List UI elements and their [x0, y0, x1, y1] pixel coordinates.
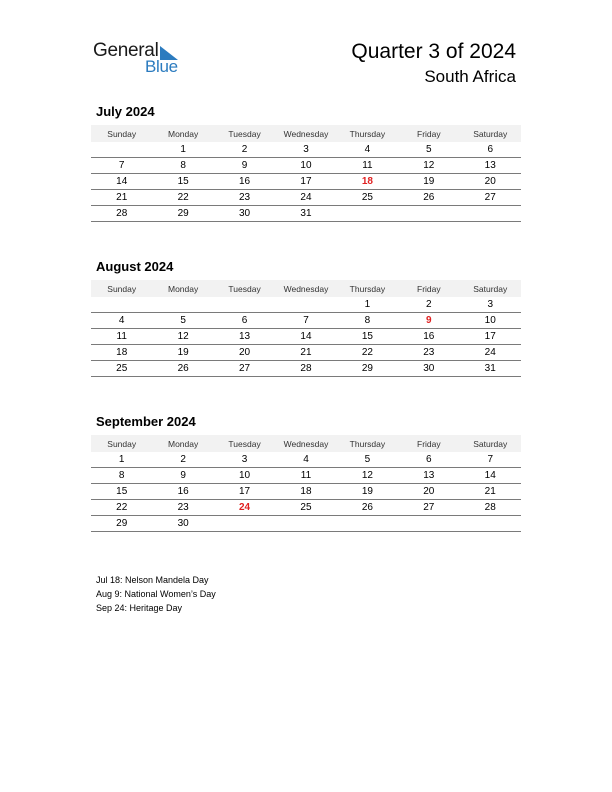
- day-cell: 19: [361, 486, 373, 497]
- month-title: August 2024: [96, 259, 174, 274]
- week-row: [91, 313, 521, 329]
- weekday-label: Saturday: [473, 283, 508, 294]
- weekday-label: Wednesday: [283, 438, 329, 449]
- day-cell: 3: [303, 144, 309, 155]
- day-cell: 8: [364, 315, 371, 326]
- week-row: [91, 174, 521, 190]
- week-row: [91, 345, 521, 361]
- weekday-label: Friday: [417, 438, 441, 449]
- day-cell: 10: [484, 315, 496, 326]
- day-cell: 28: [484, 502, 496, 513]
- day-cell: 6: [241, 315, 248, 326]
- day-cell: 7: [303, 315, 309, 326]
- day-cell: 22: [177, 192, 189, 203]
- day-cell: 23: [177, 502, 189, 513]
- weekday-label: Saturday: [473, 438, 508, 449]
- day-cell: 13: [238, 331, 251, 342]
- day-cell: 30: [423, 363, 435, 374]
- holiday-note: Sep 24: Heritage Day: [96, 603, 183, 613]
- day-cell: 30: [177, 518, 189, 529]
- day-cell: 21: [116, 192, 128, 203]
- weekday-label: Monday: [168, 128, 199, 139]
- weekday-label: Thursday: [349, 438, 386, 449]
- weekday-header-row: [91, 435, 521, 452]
- day-cell: 5: [180, 315, 186, 326]
- week-row: [91, 452, 521, 468]
- day-cell: 12: [361, 470, 373, 481]
- day-cell: 1: [180, 144, 186, 155]
- month-august: [91, 259, 521, 377]
- day-cell: 5: [364, 454, 371, 465]
- day-cell: 20: [423, 486, 435, 497]
- week-row: [91, 468, 521, 484]
- logo-blue-text: Blue: [145, 57, 178, 76]
- day-cell: 29: [116, 518, 128, 529]
- weekday-label: Monday: [168, 438, 199, 449]
- logo: [93, 40, 188, 80]
- day-cell: 5: [426, 144, 432, 155]
- weekday-label: Sunday: [107, 438, 137, 449]
- day-cell: 24: [300, 192, 312, 203]
- day-cell: 10: [300, 160, 312, 171]
- day-cell: 2: [241, 144, 248, 155]
- month-title: September 2024: [96, 414, 196, 429]
- day-cell: 16: [177, 486, 189, 497]
- day-cell: 29: [177, 208, 189, 219]
- logo-general-text: General: [93, 40, 159, 61]
- day-cell: 20: [238, 347, 251, 358]
- week-row: [91, 484, 521, 500]
- weekday-label: Thursday: [349, 128, 386, 139]
- day-cell: 7: [487, 454, 494, 465]
- day-cell: 20: [484, 176, 496, 187]
- day-cell: 4: [303, 454, 309, 465]
- day-cell: 15: [116, 486, 128, 497]
- weekday-label: Monday: [168, 283, 199, 294]
- holiday-day-cell: 9: [426, 315, 432, 326]
- day-cell: 17: [300, 176, 312, 187]
- day-cell: 19: [423, 176, 435, 187]
- month-title: July 2024: [96, 104, 155, 119]
- day-cell: 22: [361, 347, 373, 358]
- day-cell: 18: [300, 486, 312, 497]
- day-cell: 16: [423, 331, 435, 342]
- day-cell: 23: [423, 347, 435, 358]
- day-cell: 15: [361, 331, 373, 342]
- day-cell: 14: [116, 176, 128, 187]
- day-cell: 26: [423, 192, 435, 203]
- day-cell: 31: [300, 208, 312, 219]
- day-cell: 9: [180, 470, 186, 481]
- day-cell: 9: [241, 160, 248, 171]
- day-cell: 13: [484, 160, 496, 171]
- weekday-label: Sunday: [107, 283, 137, 294]
- day-cell: 17: [484, 331, 496, 342]
- day-cell: 10: [238, 470, 251, 481]
- day-cell: 2: [426, 299, 432, 310]
- day-cell: 25: [361, 192, 373, 203]
- weekday-label: Tuesday: [228, 283, 261, 294]
- week-row: [91, 158, 521, 174]
- day-cell: 17: [238, 486, 251, 497]
- day-cell: 26: [177, 363, 189, 374]
- weekday-header-row: [91, 280, 521, 297]
- day-cell: 8: [118, 470, 125, 481]
- day-cell: 2: [180, 454, 186, 465]
- week-row: [91, 516, 521, 532]
- page-title: Quarter 3 of 2024: [351, 40, 516, 63]
- day-cell: 7: [118, 160, 125, 171]
- day-cell: 19: [177, 347, 189, 358]
- day-cell: 28: [116, 208, 128, 219]
- day-cell: 16: [238, 176, 251, 187]
- day-cell: 27: [423, 502, 435, 513]
- day-cell: 22: [116, 502, 128, 513]
- weekday-label: Sunday: [107, 128, 137, 139]
- day-cell: 14: [484, 470, 496, 481]
- day-cell: 27: [238, 363, 251, 374]
- week-row: [91, 142, 521, 158]
- day-cell: 24: [484, 347, 496, 358]
- week-row: [91, 297, 521, 313]
- day-cell: 4: [364, 144, 371, 155]
- day-cell: 11: [362, 160, 373, 171]
- day-cell: 18: [116, 347, 128, 358]
- day-cell: 13: [423, 470, 435, 481]
- day-cell: 25: [116, 363, 128, 374]
- day-cell: 30: [238, 208, 251, 219]
- week-row: [91, 500, 521, 516]
- holiday-note: Jul 18: Nelson Mandela Day: [96, 575, 209, 585]
- weekday-label: Thursday: [349, 283, 386, 294]
- holiday-day-cell: 24: [238, 502, 251, 513]
- day-cell: 28: [300, 363, 312, 374]
- week-row: [91, 206, 521, 222]
- day-cell: 27: [484, 192, 496, 203]
- day-cell: 31: [484, 363, 496, 374]
- day-cell: 1: [118, 454, 125, 465]
- weekday-header-row: [91, 125, 521, 142]
- day-cell: 12: [177, 331, 189, 342]
- day-cell: 25: [300, 502, 312, 513]
- weekday-label: Friday: [417, 283, 441, 294]
- holiday-note: Aug 9: National Women’s Day: [96, 589, 216, 599]
- day-cell: 15: [177, 176, 189, 187]
- weekday-label: Wednesday: [283, 128, 329, 139]
- weekday-label: Wednesday: [283, 283, 329, 294]
- day-cell: 8: [180, 160, 186, 171]
- calendar-grid: [91, 280, 521, 377]
- day-cell: 23: [238, 192, 251, 203]
- weekday-label: Tuesday: [228, 128, 261, 139]
- day-cell: 3: [487, 299, 494, 310]
- day-cell: 21: [484, 486, 496, 497]
- day-cell: 26: [361, 502, 373, 513]
- day-cell: 11: [116, 331, 127, 342]
- week-row: [91, 329, 521, 345]
- day-cell: 12: [423, 160, 435, 171]
- weekday-label: Friday: [417, 128, 441, 139]
- holiday-day-cell: 18: [361, 176, 373, 187]
- month-july: [91, 104, 521, 222]
- country-name: South Africa: [424, 67, 516, 86]
- holiday-notes: [96, 573, 216, 615]
- day-cell: 14: [300, 331, 312, 342]
- day-cell: 3: [241, 454, 248, 465]
- day-cell: 21: [300, 347, 312, 358]
- day-cell: 4: [118, 315, 125, 326]
- week-row: [91, 190, 521, 206]
- day-cell: 6: [426, 454, 432, 465]
- day-cell: 11: [300, 470, 312, 481]
- week-row: [91, 361, 521, 377]
- weekday-label: Tuesday: [228, 438, 261, 449]
- day-cell: 6: [487, 144, 494, 155]
- weekday-label: Saturday: [473, 128, 508, 139]
- day-cell: 1: [364, 299, 371, 310]
- calendar-grid: [91, 125, 521, 222]
- calendar-grid: [91, 435, 521, 532]
- day-cell: 29: [361, 363, 373, 374]
- month-september: [91, 414, 521, 532]
